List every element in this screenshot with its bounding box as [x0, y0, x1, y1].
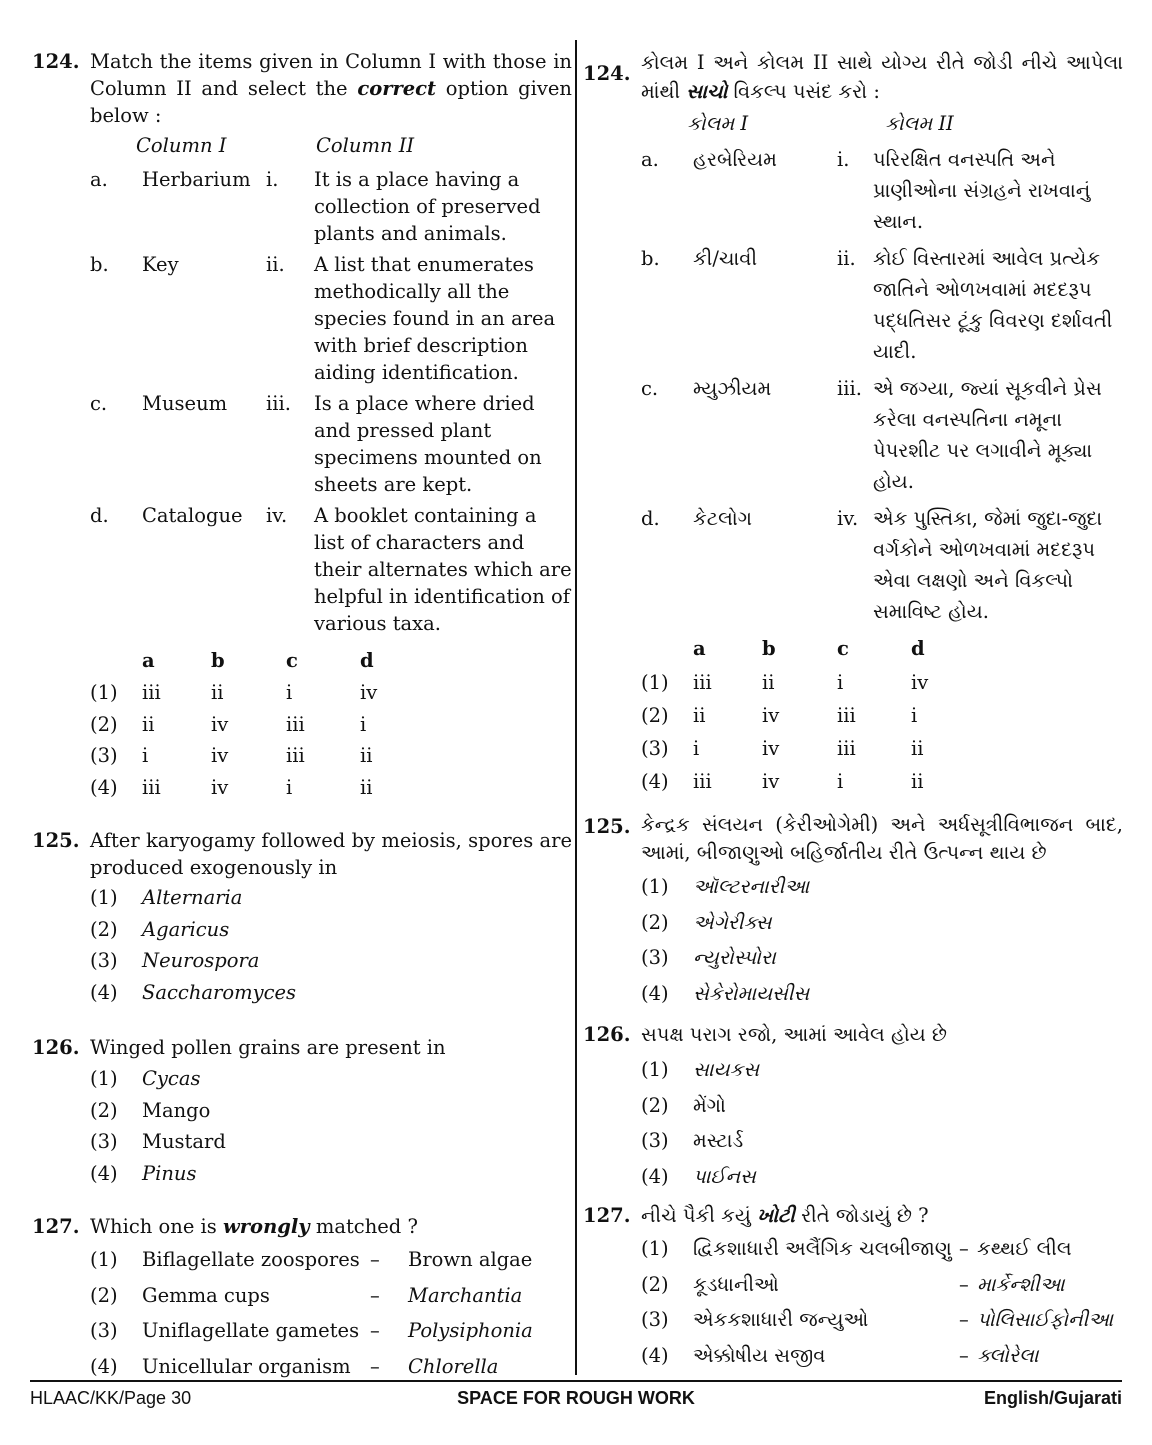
option-value: iii — [286, 712, 305, 736]
item-letter: a. — [90, 168, 108, 191]
option-value: ii — [360, 775, 373, 799]
option-value: iii — [693, 671, 712, 694]
option-number: (2) — [641, 910, 669, 934]
option-value: ii — [911, 737, 924, 760]
question-stem: સપક્ષ પરાગ રજો, આમાં આવેલ હોય છે — [641, 1023, 947, 1046]
answer-options — [90, 679, 572, 805]
emphasis: wrongly — [223, 1215, 310, 1238]
english-column — [32, 38, 572, 1388]
answer-column-a: a — [142, 649, 155, 672]
option-dash: – — [959, 1272, 969, 1296]
option-number: (2) — [90, 1283, 118, 1307]
item-letter: d. — [641, 507, 660, 530]
option-number: (3) — [641, 737, 669, 760]
item-term: કી/ચાવી — [693, 247, 758, 270]
option-value: iv — [762, 737, 780, 760]
option-term: Biflagellate zoospores — [142, 1248, 360, 1271]
column-headers — [90, 132, 572, 166]
answer-options — [641, 1233, 1123, 1375]
question-number: 124. — [583, 62, 631, 85]
option-number: (3) — [641, 1129, 669, 1152]
option-number: (3) — [90, 1130, 118, 1153]
item-letter: c. — [641, 377, 659, 400]
option-value: ii — [762, 671, 775, 694]
footer-rule — [30, 1380, 1122, 1382]
answer-option — [90, 742, 572, 774]
option-number: (1) — [641, 1058, 669, 1081]
match-item — [641, 373, 1123, 497]
option-term: એકકશાધારી જન્યુઓ — [693, 1308, 869, 1331]
answer-options — [90, 1065, 572, 1191]
option-dash: – — [959, 1237, 969, 1260]
option-number: (1) — [641, 1237, 669, 1260]
page-id: HLAAC/KK/Page 30 — [30, 1388, 192, 1408]
option-number: (4) — [641, 1343, 669, 1367]
option-text: Pinus — [142, 1161, 197, 1185]
question-stem: Which one is wrongly matched ? — [90, 1215, 418, 1238]
item-roman: iv. — [266, 504, 288, 527]
question-number: 127. — [32, 1215, 80, 1238]
answer-options — [641, 871, 1123, 1013]
option-match: માર્કેન્શીઆ — [977, 1272, 1065, 1296]
question-stem: કોલમ I અને કોલમ II સાથે યોગ્ય રીતે જોડી નીચે આપેલા માંથી સાચો વિકલ્પ પસંદ કરો : — [641, 51, 1123, 103]
match-item — [90, 166, 572, 247]
option-number: (1) — [641, 671, 669, 694]
option-text: Neurospora — [142, 949, 260, 972]
option-value: iv — [911, 671, 929, 694]
option-value: iii — [837, 737, 856, 760]
option-match: ક્લોરેલા — [977, 1343, 1039, 1367]
answer-column-b: b — [211, 649, 225, 672]
option-number: (3) — [90, 744, 118, 767]
item-letter: d. — [90, 504, 109, 527]
answer-option — [90, 1246, 572, 1282]
answer-header — [90, 647, 572, 679]
question-124 — [583, 48, 1123, 799]
column-ii-header: Column II — [316, 134, 415, 157]
option-term: કૂડધાનીઓ — [693, 1272, 779, 1296]
column-ii-header: કોલમ II — [885, 112, 954, 135]
answer-options — [90, 1246, 572, 1388]
option-term: Uniflagellate gametes — [142, 1319, 360, 1342]
item-roman: iii. — [266, 392, 291, 415]
language-label: English/Gujarati — [983, 1388, 1122, 1408]
answer-option — [90, 884, 572, 916]
option-value: ii — [911, 770, 924, 793]
option-text: ઑલ્ટરનારીઆ — [693, 875, 810, 898]
item-term: Herbarium — [142, 168, 251, 191]
option-text: Alternaria — [142, 886, 243, 909]
option-value: iii — [286, 744, 305, 767]
question-126 — [32, 1034, 572, 1191]
answer-option — [90, 679, 572, 711]
option-text: મેંગો — [693, 1093, 726, 1117]
item-description: પરિરક્ષિત વનસ્પતિ અને પ્રાણીઓના સંગ્રહને રાખવાનું સ્થાન. — [873, 148, 1091, 233]
option-number: (3) — [90, 1319, 118, 1342]
answer-options — [641, 667, 1123, 799]
question-number: 124. — [32, 50, 80, 73]
option-value: iv — [211, 775, 229, 799]
option-dash: – — [370, 1354, 380, 1378]
option-text: એગેરીક્સ — [693, 910, 772, 934]
option-value: i — [837, 770, 844, 793]
option-match: કથ્થઈ લીલ — [977, 1237, 1072, 1260]
item-description: એ જગ્યા, જ્યાં સૂકવીને પ્રેસ કરેલા વનસ્પતિના નમૂના પેપરશીટ પર લગાવીને મૂક્યા હોય. — [873, 377, 1102, 493]
option-text: Cycas — [142, 1067, 201, 1090]
option-match: પોલિસાઈફોનીઆ — [977, 1308, 1114, 1331]
answer-column-c: c — [837, 637, 849, 660]
option-value: iv — [211, 712, 229, 736]
option-text: પાઈનસ — [693, 1164, 756, 1188]
option-text: મસ્ટાર્ડ — [693, 1129, 744, 1152]
option-dash: – — [370, 1283, 380, 1307]
answer-option — [641, 1054, 1123, 1090]
question-126 — [583, 1019, 1123, 1196]
answer-option — [90, 947, 572, 979]
option-value: iv — [360, 681, 378, 704]
option-term: દ્વિકશાધારી અલૈંગિક ચલબીજાણુ — [693, 1237, 952, 1260]
item-letter: c. — [90, 392, 108, 415]
item-term: Catalogue — [142, 504, 243, 527]
item-letter: b. — [641, 247, 660, 270]
option-value: iv — [762, 704, 780, 727]
option-match: Chlorella — [408, 1354, 499, 1378]
rough-work-label: SPACE FOR ROUGH WORK — [457, 1388, 695, 1408]
question-127 — [32, 1213, 572, 1388]
item-term: Museum — [142, 392, 228, 415]
answer-option — [641, 766, 1123, 799]
item-description: It is a place having a collection of preserved plants and animals. — [314, 168, 541, 245]
answer-options — [90, 884, 572, 1010]
option-value: iv — [762, 770, 780, 793]
match-item — [641, 144, 1123, 237]
answer-option — [90, 1353, 572, 1389]
option-number: (3) — [641, 946, 669, 969]
option-number: (2) — [641, 1272, 669, 1296]
question-127 — [583, 1200, 1123, 1375]
answer-option — [641, 1090, 1123, 1126]
option-match: Polysiphonia — [408, 1319, 533, 1342]
question-number: 126. — [32, 1036, 80, 1059]
option-text: સેકેરોમાયસીસ — [693, 981, 810, 1005]
question-stem: કેન્દ્રક સંલયન (કેરીઓગેમી) અને અર્ધસૂત્રીવિભાજન બાદ, આમાં, બીજાણુઓ બહિર્જાતીય રીતે ઉત્પન્ન થાય છે — [641, 813, 1123, 864]
option-value: ii — [142, 712, 155, 736]
answer-option — [90, 1128, 572, 1160]
answer-header — [641, 633, 1123, 667]
column-divider — [575, 40, 577, 1375]
option-number: (4) — [90, 775, 118, 799]
option-number: (2) — [641, 704, 669, 727]
emphasis: ખોટી — [757, 1204, 795, 1227]
option-term: Unicellular organism — [142, 1354, 351, 1378]
answer-options — [641, 1054, 1123, 1196]
item-description: A booklet containing a list of characters and their alternates which are helpful in identification of various taxa. — [314, 504, 572, 635]
question-number: 125. — [583, 815, 631, 838]
match-item — [90, 251, 572, 386]
option-dash: – — [370, 1319, 380, 1342]
item-term: મ્યુઝીયમ — [693, 377, 772, 400]
match-item — [90, 390, 572, 498]
item-term: Key — [142, 253, 179, 276]
option-value: i — [693, 737, 700, 760]
gujarati-column — [583, 38, 1123, 1375]
answer-option — [90, 916, 572, 948]
option-number: (1) — [90, 681, 118, 704]
option-dash: – — [959, 1308, 969, 1331]
option-text: Saccharomyces — [142, 980, 297, 1004]
match-item — [90, 502, 572, 637]
item-term: કેટલોગ — [693, 507, 752, 530]
answer-option — [641, 942, 1123, 978]
option-number: (2) — [90, 712, 118, 736]
option-number: (3) — [641, 1308, 669, 1331]
answer-option — [90, 979, 572, 1011]
item-description: એક પુસ્તિકા, જેમાં જુદા-જુદા વર્ગકોને ઓળખવામાં મદદરૂપ એવા લક્ષણો અને વિકલ્પો સમાવિષ્ટ હોય. — [873, 507, 1103, 623]
question-stem: Match the items given in Column I with those in Column II and select the correct option given below : — [90, 50, 572, 127]
answer-option — [90, 711, 572, 743]
answer-column-d: d — [360, 649, 374, 672]
option-number: (2) — [90, 917, 118, 941]
option-number: (2) — [90, 1098, 118, 1122]
column-i-header: Column I — [136, 134, 227, 157]
answer-option — [641, 978, 1123, 1014]
item-description: A list that enumerates methodically all the species found in an area with brief description aiding identification. — [314, 253, 556, 384]
option-number: (1) — [641, 875, 669, 898]
item-description: Is a place where dried and pressed plant specimens mounted on sheets are kept. — [314, 392, 542, 496]
question-124 — [32, 48, 572, 805]
option-value: ii — [693, 704, 706, 727]
option-value: ii — [211, 681, 224, 704]
option-number: (4) — [641, 1164, 669, 1188]
answer-option — [641, 1125, 1123, 1161]
option-number: (4) — [90, 980, 118, 1004]
option-number: (3) — [90, 949, 118, 972]
option-match: Marchantia — [408, 1283, 523, 1307]
option-number: (1) — [90, 1067, 118, 1090]
match-item — [641, 243, 1123, 367]
option-value: i — [286, 681, 293, 704]
option-value: i — [911, 704, 918, 727]
option-value: ii — [360, 744, 373, 767]
option-value: iv — [211, 744, 229, 767]
option-text: Agaricus — [142, 917, 230, 941]
option-value: i — [360, 712, 367, 736]
answer-option — [641, 907, 1123, 943]
option-number: (4) — [641, 770, 669, 793]
option-value: iii — [837, 704, 856, 727]
answer-column-c: c — [286, 649, 298, 672]
option-number: (2) — [641, 1093, 669, 1117]
option-value: iii — [142, 681, 161, 704]
option-term: Gemma cups — [142, 1283, 270, 1307]
answer-option — [90, 1160, 572, 1192]
answer-option — [641, 1269, 1123, 1305]
option-value: i — [837, 671, 844, 694]
item-roman: i. — [266, 168, 279, 191]
question-stem: Winged pollen grains are present in — [90, 1036, 446, 1059]
option-value: i — [142, 744, 149, 767]
answer-option — [90, 1097, 572, 1129]
answer-option — [90, 774, 572, 806]
item-roman: iv. — [837, 507, 859, 530]
answer-option — [641, 1304, 1123, 1340]
option-number: (4) — [90, 1161, 118, 1185]
question-125 — [32, 827, 572, 1010]
item-letter: a. — [641, 148, 659, 171]
question-number: 125. — [32, 829, 80, 852]
answer-column-b: b — [762, 637, 776, 660]
option-text: ન્યુરોસ્પોરા — [693, 946, 776, 969]
option-number: (4) — [90, 1354, 118, 1378]
item-roman: ii. — [837, 247, 856, 270]
answer-option — [641, 1233, 1123, 1269]
option-value: i — [286, 775, 293, 799]
answer-option — [641, 667, 1123, 700]
item-term: હરબેરિયમ — [693, 148, 777, 171]
option-text: Mustard — [142, 1130, 226, 1153]
option-dash: – — [370, 1248, 380, 1271]
answer-option — [641, 1161, 1123, 1197]
question-stem: After karyogamy followed by meiosis, spores are produced exogenously in — [90, 829, 572, 879]
item-description: કોઈ વિસ્તારમાં આવેલ પ્રત્યેક જાતિને ઓળખવામાં મદદરૂપ પદ્ધતિસર ટૂંકુ વિવરણ દર્શાવતી યાદી. — [873, 247, 1113, 363]
answer-option — [641, 871, 1123, 907]
emphasis: correct — [357, 77, 437, 100]
option-match: Brown algae — [408, 1248, 533, 1271]
item-roman: iii. — [837, 377, 862, 400]
question-stem: નીચે પૈકી કયું ખોટી રીતે જોડાયું છે ? — [641, 1204, 929, 1227]
answer-option — [90, 1317, 572, 1353]
option-dash: – — [959, 1343, 969, 1367]
answer-option — [641, 1340, 1123, 1376]
option-value: iii — [693, 770, 712, 793]
option-text: Mango — [142, 1098, 211, 1122]
option-term: એક્કોષીય સજીવ — [693, 1343, 826, 1367]
answer-option — [90, 1282, 572, 1318]
answer-option — [641, 733, 1123, 766]
column-headers — [641, 108, 1123, 144]
question-125 — [583, 811, 1123, 1013]
match-items — [641, 144, 1123, 627]
item-roman: ii. — [266, 253, 285, 276]
match-items — [90, 166, 572, 637]
option-number: (1) — [90, 1248, 118, 1271]
answer-option — [90, 1065, 572, 1097]
answer-column-d: d — [911, 637, 925, 660]
item-letter: b. — [90, 253, 109, 276]
item-roman: i. — [837, 148, 850, 171]
option-number: (1) — [90, 886, 118, 909]
emphasis: સાચો — [686, 80, 728, 103]
answer-option — [641, 700, 1123, 733]
option-value: iii — [142, 775, 161, 799]
option-text: સાયકસ — [693, 1058, 760, 1081]
answer-column-a: a — [693, 637, 706, 660]
option-number: (4) — [641, 981, 669, 1005]
match-item — [641, 503, 1123, 627]
question-number: 126. — [583, 1023, 631, 1046]
question-number: 127. — [583, 1204, 631, 1227]
column-i-header: કોલમ I — [687, 112, 749, 135]
